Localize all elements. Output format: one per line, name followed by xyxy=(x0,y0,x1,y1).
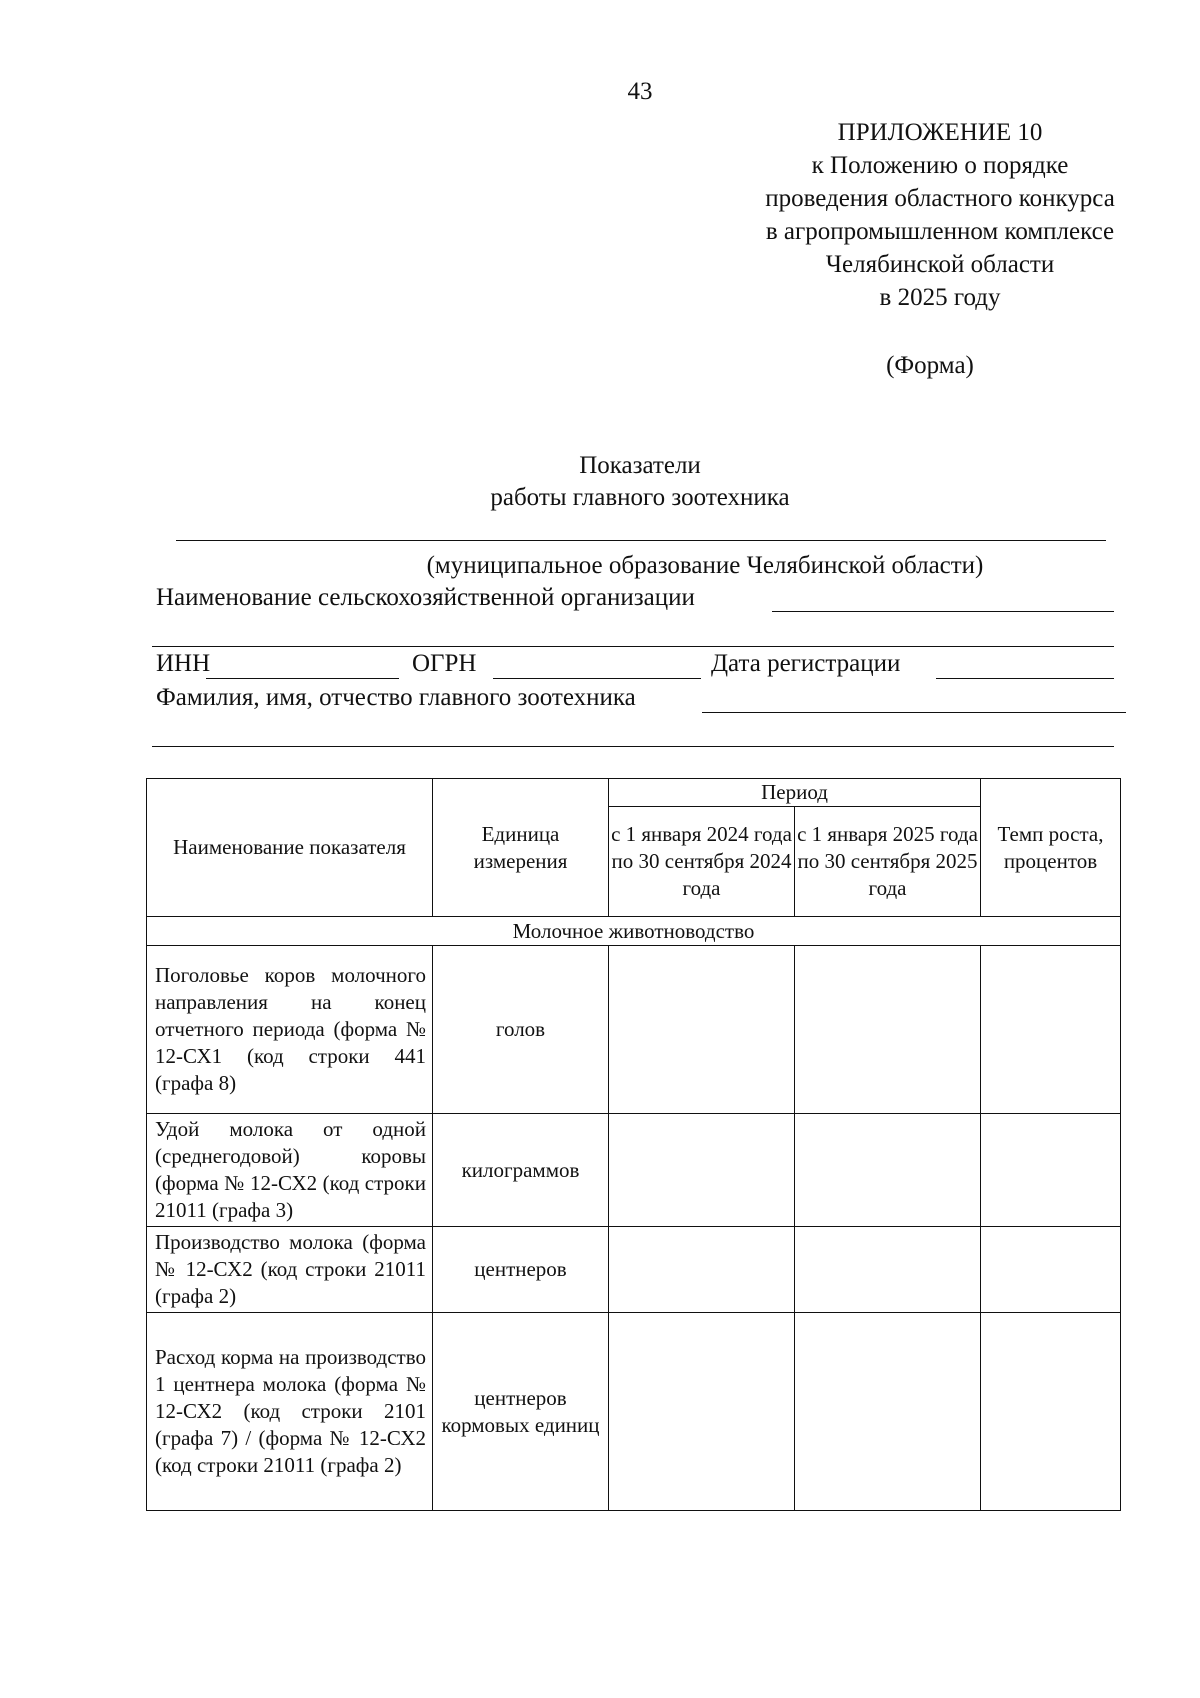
row-value-2025[interactable] xyxy=(795,1227,981,1313)
row-growth[interactable] xyxy=(981,1227,1121,1313)
section-title: Молочное животноводство xyxy=(147,917,1121,946)
header-indicator: Наименование показателя xyxy=(147,779,433,917)
table-section-row xyxy=(147,917,1121,946)
org-name-label: Наименование сельскохозяйственной организации xyxy=(156,584,695,611)
header-period: Период xyxy=(609,779,981,807)
row-indicator-name: Расход корма на производство 1 центнера молока (форма № 12-СХ2 (код строки 2101 (графа 7) / (форма № 12-СХ2 (код строки 21011 (графа 2) xyxy=(147,1313,433,1511)
header-unit: Единица измерения xyxy=(433,779,609,917)
appendix-line: Челябинской области xyxy=(825,251,1055,278)
appendix-header xyxy=(690,116,1190,314)
document-title-line2: работы главного зоотехника xyxy=(490,484,790,511)
row-indicator-name: Поголовье коров молочного направления на конец отчетного периода (форма № 12-СХ1 (код строки 441 (графа 8) xyxy=(147,946,433,1114)
inn-label: ИНН xyxy=(156,650,211,677)
table-row xyxy=(147,1114,1121,1227)
org-name-input-line[interactable] xyxy=(772,611,1114,612)
registration-date-input-line[interactable] xyxy=(936,678,1114,679)
header-period-2024: с 1 января 2024 года по 30 сентября 2024 года xyxy=(609,807,795,917)
appendix-line: в 2025 году xyxy=(879,284,1001,311)
row-value-2024[interactable] xyxy=(609,946,795,1114)
ogrn-label: ОГРН xyxy=(412,650,477,677)
table-row xyxy=(147,946,1121,1114)
row-unit: центнеров xyxy=(433,1227,609,1313)
document-title-line1: Показатели xyxy=(579,452,701,479)
zootech-name-continuation-line[interactable] xyxy=(152,746,1114,747)
row-unit: килограммов xyxy=(433,1114,609,1227)
row-value-2025[interactable] xyxy=(795,1114,981,1227)
row-value-2025[interactable] xyxy=(795,1313,981,1511)
ogrn-input-line[interactable] xyxy=(493,678,701,679)
registration-date-label: Дата регистрации xyxy=(711,650,901,677)
row-growth[interactable] xyxy=(981,1313,1121,1511)
row-value-2024[interactable] xyxy=(609,1313,795,1511)
page-number: 43 xyxy=(627,78,653,105)
zootech-name-input-line[interactable] xyxy=(702,712,1126,713)
appendix-line: в агропромышленном комплексе xyxy=(765,218,1115,245)
row-unit: голов xyxy=(433,946,609,1114)
row-value-2025[interactable] xyxy=(795,946,981,1114)
row-indicator-name: Производство молока (форма № 12-СХ2 (код строки 21011 (графа 2) xyxy=(147,1227,433,1313)
table-header-row xyxy=(147,779,1121,807)
table-row xyxy=(147,1313,1121,1511)
table-row xyxy=(147,1227,1121,1313)
row-unit: центнеров кормовых единиц xyxy=(433,1313,609,1511)
header-period-2025: с 1 января 2025 года по 30 сентября 2025 года xyxy=(795,807,981,917)
appendix-line: проведения областного конкурса xyxy=(765,185,1115,212)
form-label: (Форма) xyxy=(886,352,974,379)
zootech-name-label: Фамилия, имя, отчество главного зоотехника xyxy=(156,684,636,711)
appendix-title: ПРИЛОЖЕНИЕ 10 xyxy=(837,119,1043,146)
appendix-line: к Положению о порядке xyxy=(811,152,1069,179)
indicators-table xyxy=(146,778,1121,1511)
document-title xyxy=(0,450,1200,514)
row-growth[interactable] xyxy=(981,1114,1121,1227)
inn-input-line[interactable] xyxy=(206,678,399,679)
row-value-2024[interactable] xyxy=(609,1114,795,1227)
org-name-continuation-line[interactable] xyxy=(152,646,1114,647)
row-growth[interactable] xyxy=(981,946,1121,1114)
row-value-2024[interactable] xyxy=(609,1227,795,1313)
header-growth: Темп роста, процентов xyxy=(981,779,1121,917)
row-indicator-name: Удой молока от одной (среднегодовой) коровы (форма № 12-СХ2 (код строки 21011 (графа 3) xyxy=(147,1114,433,1227)
municipality-caption: (муниципальное образование Челябинской области) xyxy=(426,552,984,579)
municipality-input-line[interactable] xyxy=(176,540,1106,541)
